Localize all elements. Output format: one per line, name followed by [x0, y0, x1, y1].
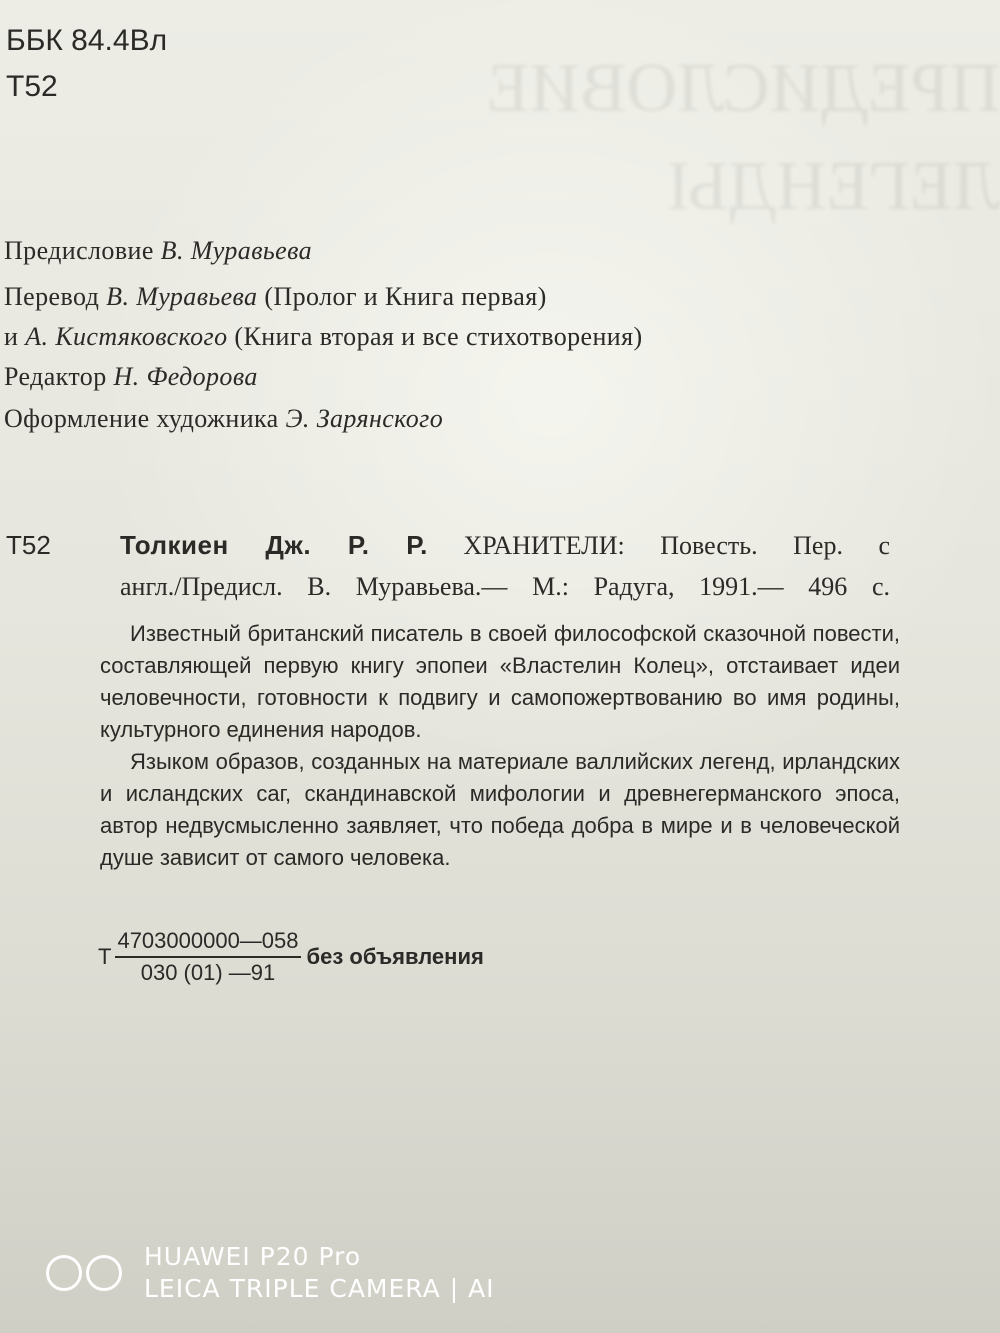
- credit-editor: [4, 362, 258, 392]
- code-denominator: 030 (01) —91: [140, 960, 276, 985]
- credit-design: [4, 404, 443, 434]
- credit-name: Н. Федорова: [113, 362, 258, 391]
- show-through-from-reverse-page: ПРЕДИСЛОВИЕ ЛЕГЕНДЫ: [486, 50, 1000, 225]
- credit-role: и: [4, 322, 19, 351]
- credit-name: А. Кистяковского: [25, 322, 228, 351]
- credit-role: Редактор: [4, 362, 107, 391]
- abstract-paragraph: Известный британский писатель в своей философской сказочной повести, составляющей первую книгу эпопеи «Властелин Колец», отстаивает идеи человечности, готовности к подвигу и самопожертвованию во имя родины, культурного единения народов.: [100, 621, 900, 742]
- camera-watermark: [46, 1241, 495, 1305]
- publication-code: [98, 928, 484, 986]
- credit-note: (Книга вторая и все стихотворения): [234, 322, 643, 351]
- catalog-line-1: [120, 530, 890, 561]
- watermark-model: HUAWEI P20 Pro: [144, 1242, 362, 1271]
- credit-name: В. Муравьева: [160, 236, 312, 265]
- bbk-code: ББК 84.4Вл: [6, 24, 168, 57]
- camera-lens-icon: [46, 1255, 126, 1291]
- abstract: [100, 618, 900, 874]
- code-prefix: Т: [98, 944, 112, 969]
- code-suffix: без объявления: [306, 944, 484, 969]
- code-fraction: [115, 928, 300, 986]
- credit-role: Перевод: [4, 282, 100, 311]
- credit-role: Предисловие: [4, 236, 154, 265]
- credit-preface: [4, 236, 312, 266]
- catalog-line-2: [120, 572, 890, 602]
- watermark-camera: LEICA TRIPLE CAMERA | AI: [144, 1274, 495, 1303]
- catalog-author: Толкиен Дж. Р. Р.: [120, 530, 428, 560]
- abstract-paragraph: Языком образов, созданных на материале валлийских легенд, ирландских и исландских саг, скандинавской мифологии и древнегерманского эпоса, автор недвусмысленно заявляет, что победа добра в мире и в человеческой душе зависит от самого человека.: [100, 749, 900, 870]
- credit-role: Оформление художника: [4, 404, 279, 433]
- code-numerator: 4703000000—058: [115, 928, 300, 958]
- catalog-title: ХРАНИТЕЛИ: Повесть. Пер. с: [463, 531, 891, 560]
- index-code-catalog: Т52: [6, 530, 51, 560]
- catalog-imprint: англ./Предисл. В. Муравьева.— М.: Радуга, 1991.— 496 с.: [120, 572, 890, 601]
- credit-note: (Пролог и Книга первая): [264, 282, 547, 311]
- index-code-top: Т52: [6, 70, 58, 103]
- credit-name: Э. Зарянского: [285, 404, 444, 433]
- credit-translation-2: [4, 322, 643, 352]
- credit-name: В. Муравьева: [106, 282, 258, 311]
- credit-translation: [4, 282, 547, 312]
